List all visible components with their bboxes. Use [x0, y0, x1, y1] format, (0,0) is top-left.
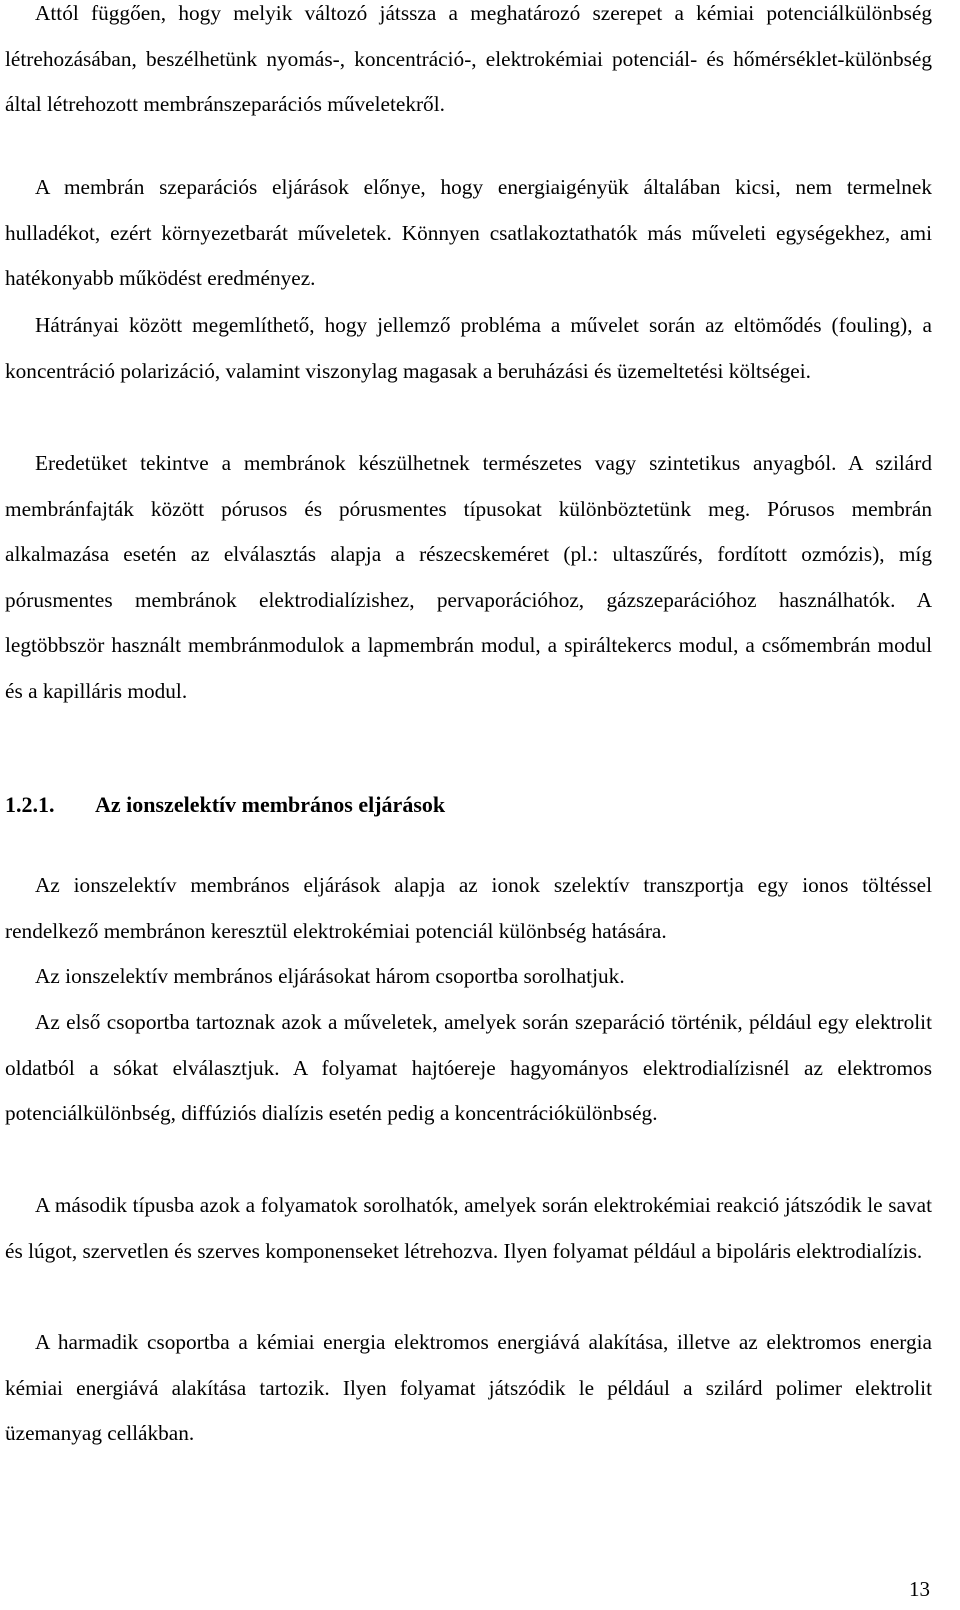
paragraph-second-group: A második típusba azok a folyamatok sorolhatók, amelyek során elektrokémiai reakció játszódik le savat és lúgot, szervetlen és szerves komponenseket létrehozva. Ilyen folyamat például a bipoláris elektrodialízis. — [5, 1193, 932, 1263]
section-heading — [5, 785, 445, 825]
paragraph-disadvantages: Hátrányai között megemlíthető, hogy jellemző probléma a művelet során az eltömődés (fouling), a koncentráció polarizáció, valamint viszonylag magasak a beruházási és üzemeltetési költségei. — [5, 313, 932, 383]
paragraph-membrane-types: Eredetüket tekintve a membránok készülhetnek természetes vagy szintetikus anyagból. A szilárd membránfajták között pórusos és pórusmentes típusokat különböztetünk meg. Pórusos membrán alkalmazása esetén az elválasztás alapja a részecskeméret (pl.: ultaszűrés, fordított ozmózis), míg pórusmentes membránok elektrodialízishez, pervaporációhoz, gázszeparációhoz használhatók. A legtöbbször használt membránmodulok a lapmembrán modul, a spiráltekercs modul, a csőmembrán modul és a kapilláris modul. — [5, 451, 932, 703]
paragraph-ion-selective-basis: Az ionszelektív membrános eljárások alapja az ionok szelektív transzportja egy ionos töltéssel rendelkező membránon keresztül elektrokémiai potenciál különbség hatására. — [5, 873, 932, 943]
paragraph-first-group: Az első csoportba tartoznak azok a műveletek, amelyek során szeparáció történik, például egy elektrolit oldatból a sókat elválasztjuk. A folyamat hajtóereje hagyományos elektrodialízisnél az elektromos potenciálkülönbség, diffúziós dialízis esetén pedig a koncentrációkülönbség. — [5, 1010, 932, 1126]
page-number: 13 — [909, 1577, 930, 1601]
paragraph-three-groups: Az ionszelektív membrános eljárásokat három csoportba sorolhatjuk. — [35, 964, 625, 988]
paragraph-advantages: A membrán szeparációs eljárások előnye, hogy energiaigényük általában kicsi, nem termelnek hulladékot, ezért környezetbarát műveletek. Könnyen csatlakoztathatók más műveleti egységekhez, ami hatékonyabb működést eredményez. — [5, 175, 932, 291]
section-title: Az ionszelektív membrános eljárások — [95, 792, 446, 817]
paragraph-third-group: A harmadik csoportba a kémiai energia elektromos energiává alakítása, illetve az elektromos energia kémiai energiává alakítása tartozik. Ilyen folyamat játszódik le például a szilárd polimer elektrolit üzemanyag cellákban. — [5, 1330, 932, 1446]
paragraph-driving-forces: Attól függően, hogy melyik változó játssza a meghatározó szerepet a kémiai potenciálkülönbség létrehozásában, beszélhetünk nyomás-, koncentráció-, elektrokémiai potenciál- és hőmérséklet-különbség által létrehozott membránszeparációs műveletekről. — [5, 1, 932, 117]
section-number: 1.2.1. — [5, 792, 55, 817]
